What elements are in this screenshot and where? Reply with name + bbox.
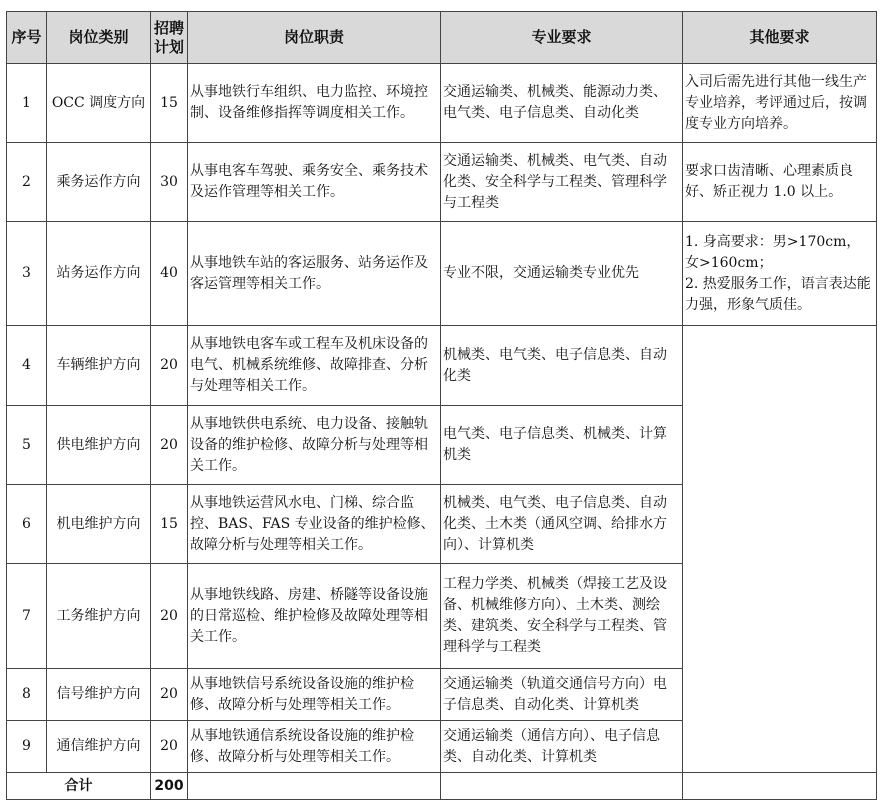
row-major: 交通运输类（轨道交通信号方向）电子信息类、自动化类、计算机类 — [441, 669, 683, 721]
table-row — [7, 64, 877, 143]
row-duty: 从事地铁通信系统设备设施的维护检修、故障分析与处理等相关工作。 — [188, 721, 441, 773]
total-plan: 200 — [151, 773, 188, 800]
row-no: 8 — [7, 669, 47, 721]
row-duty: 从事地铁行车组织、电力监控、环境控制、设备维修指挥等调度相关工作。 — [188, 64, 441, 143]
row-category: 机电维护方向 — [47, 485, 151, 564]
row-no: 4 — [7, 326, 47, 406]
header-no: 序号 — [7, 12, 47, 64]
row-category: 站务运作方向 — [47, 222, 151, 326]
row-no: 6 — [7, 485, 47, 564]
row-other: 入司后需先进行其他一线生产专业培养，考评通过后，按调度专业方向培养。 — [683, 64, 877, 143]
row-no: 2 — [7, 143, 47, 222]
total-label: 合计 — [7, 773, 151, 800]
row-plan: 15 — [151, 64, 188, 143]
row-category: 供电维护方向 — [47, 406, 151, 485]
row-other: 要求口齿清晰、心理素质良好、矫正视力 1.0 以上。 — [683, 143, 877, 222]
row-category: 车辆维护方向 — [47, 326, 151, 406]
row-duty: 从事地铁线路、房建、桥隧等设备设施的日常巡检、维护检修及故障处理等相关工作。 — [188, 564, 441, 669]
row-major: 交通运输类、机械类、能源动力类、电气类、电子信息类、自动化类 — [441, 64, 683, 143]
row-plan: 20 — [151, 326, 188, 406]
total-duty-empty — [188, 773, 441, 800]
row-plan: 20 — [151, 669, 188, 721]
row-major: 专业不限，交通运输类专业优先 — [441, 222, 683, 326]
row-plan: 15 — [151, 485, 188, 564]
recruitment-table — [6, 11, 877, 800]
table-row — [7, 326, 877, 406]
header-duty: 岗位职责 — [188, 12, 441, 64]
row-no: 5 — [7, 406, 47, 485]
row-major: 工程力学类、机械类（焊接工艺及设备、机械维修方向）、土木类、测绘类、建筑类、安全科学与工程类、管理科学与工程类 — [441, 564, 683, 669]
header-row — [7, 12, 877, 64]
row-major: 机械类、电气类、电子信息类、自动化类 — [441, 326, 683, 406]
row-duty: 从事地铁运营风水电、门梯、综合监控、BAS、FAS 专业设备的维护检修、故障分析与处理等相关工作。 — [188, 485, 441, 564]
total-other-empty — [683, 773, 877, 800]
row-category: 乘务运作方向 — [47, 143, 151, 222]
row-other: 1. 身高要求：男>170cm，女>160cm； 2. 热爱服务工作，语言表达能力强，形象气质佳。 — [683, 222, 877, 326]
row-no: 3 — [7, 222, 47, 326]
row-plan: 20 — [151, 721, 188, 773]
row-major: 机械类、电气类、电子信息类、自动化类、土木类（通风空调、给排水方向）、计算机类 — [441, 485, 683, 564]
row-duty: 从事地铁供电系统、电力设备、接触轨设备的维护检修、故障分析与处理等相关工作。 — [188, 406, 441, 485]
row-duty: 从事电客车驾驶、乘务安全、乘务技术及运作管理等相关工作。 — [188, 143, 441, 222]
row-plan: 30 — [151, 143, 188, 222]
row-no: 7 — [7, 564, 47, 669]
row-plan: 20 — [151, 406, 188, 485]
header-other: 其他要求 — [683, 12, 877, 64]
header-category: 岗位类别 — [47, 12, 151, 64]
row-plan: 40 — [151, 222, 188, 326]
header-major: 专业要求 — [441, 12, 683, 64]
row-category: 工务维护方向 — [47, 564, 151, 669]
row-category: 信号维护方向 — [47, 669, 151, 721]
table-row — [7, 222, 877, 326]
header-plan: 招聘计划 — [151, 12, 188, 64]
row-duty: 从事地铁电客车或工程车及机床设备的电气、机械系统维修、故障排查、分析与处理等相关工作。 — [188, 326, 441, 406]
row-major: 交通运输类、机械类、电气类、自动化类、安全科学与工程类、管理科学与工程类 — [441, 143, 683, 222]
total-row — [7, 773, 877, 800]
row-duty: 从事地铁车站的客运服务、站务运作及客运管理等相关工作。 — [188, 222, 441, 326]
table-row — [7, 143, 877, 222]
row-other-merged — [683, 326, 877, 773]
row-no: 1 — [7, 64, 47, 143]
row-category: OCC 调度方向 — [47, 64, 151, 143]
total-major-empty — [441, 773, 683, 800]
row-major: 交通运输类（通信方向）、电子信息类、自动化类、计算机类 — [441, 721, 683, 773]
row-major: 电气类、电子信息类、机械类、计算机类 — [441, 406, 683, 485]
row-duty: 从事地铁信号系统设备设施的维护检修、故障分析与处理等相关工作。 — [188, 669, 441, 721]
row-no: 9 — [7, 721, 47, 773]
row-category: 通信维护方向 — [47, 721, 151, 773]
row-plan: 20 — [151, 564, 188, 669]
